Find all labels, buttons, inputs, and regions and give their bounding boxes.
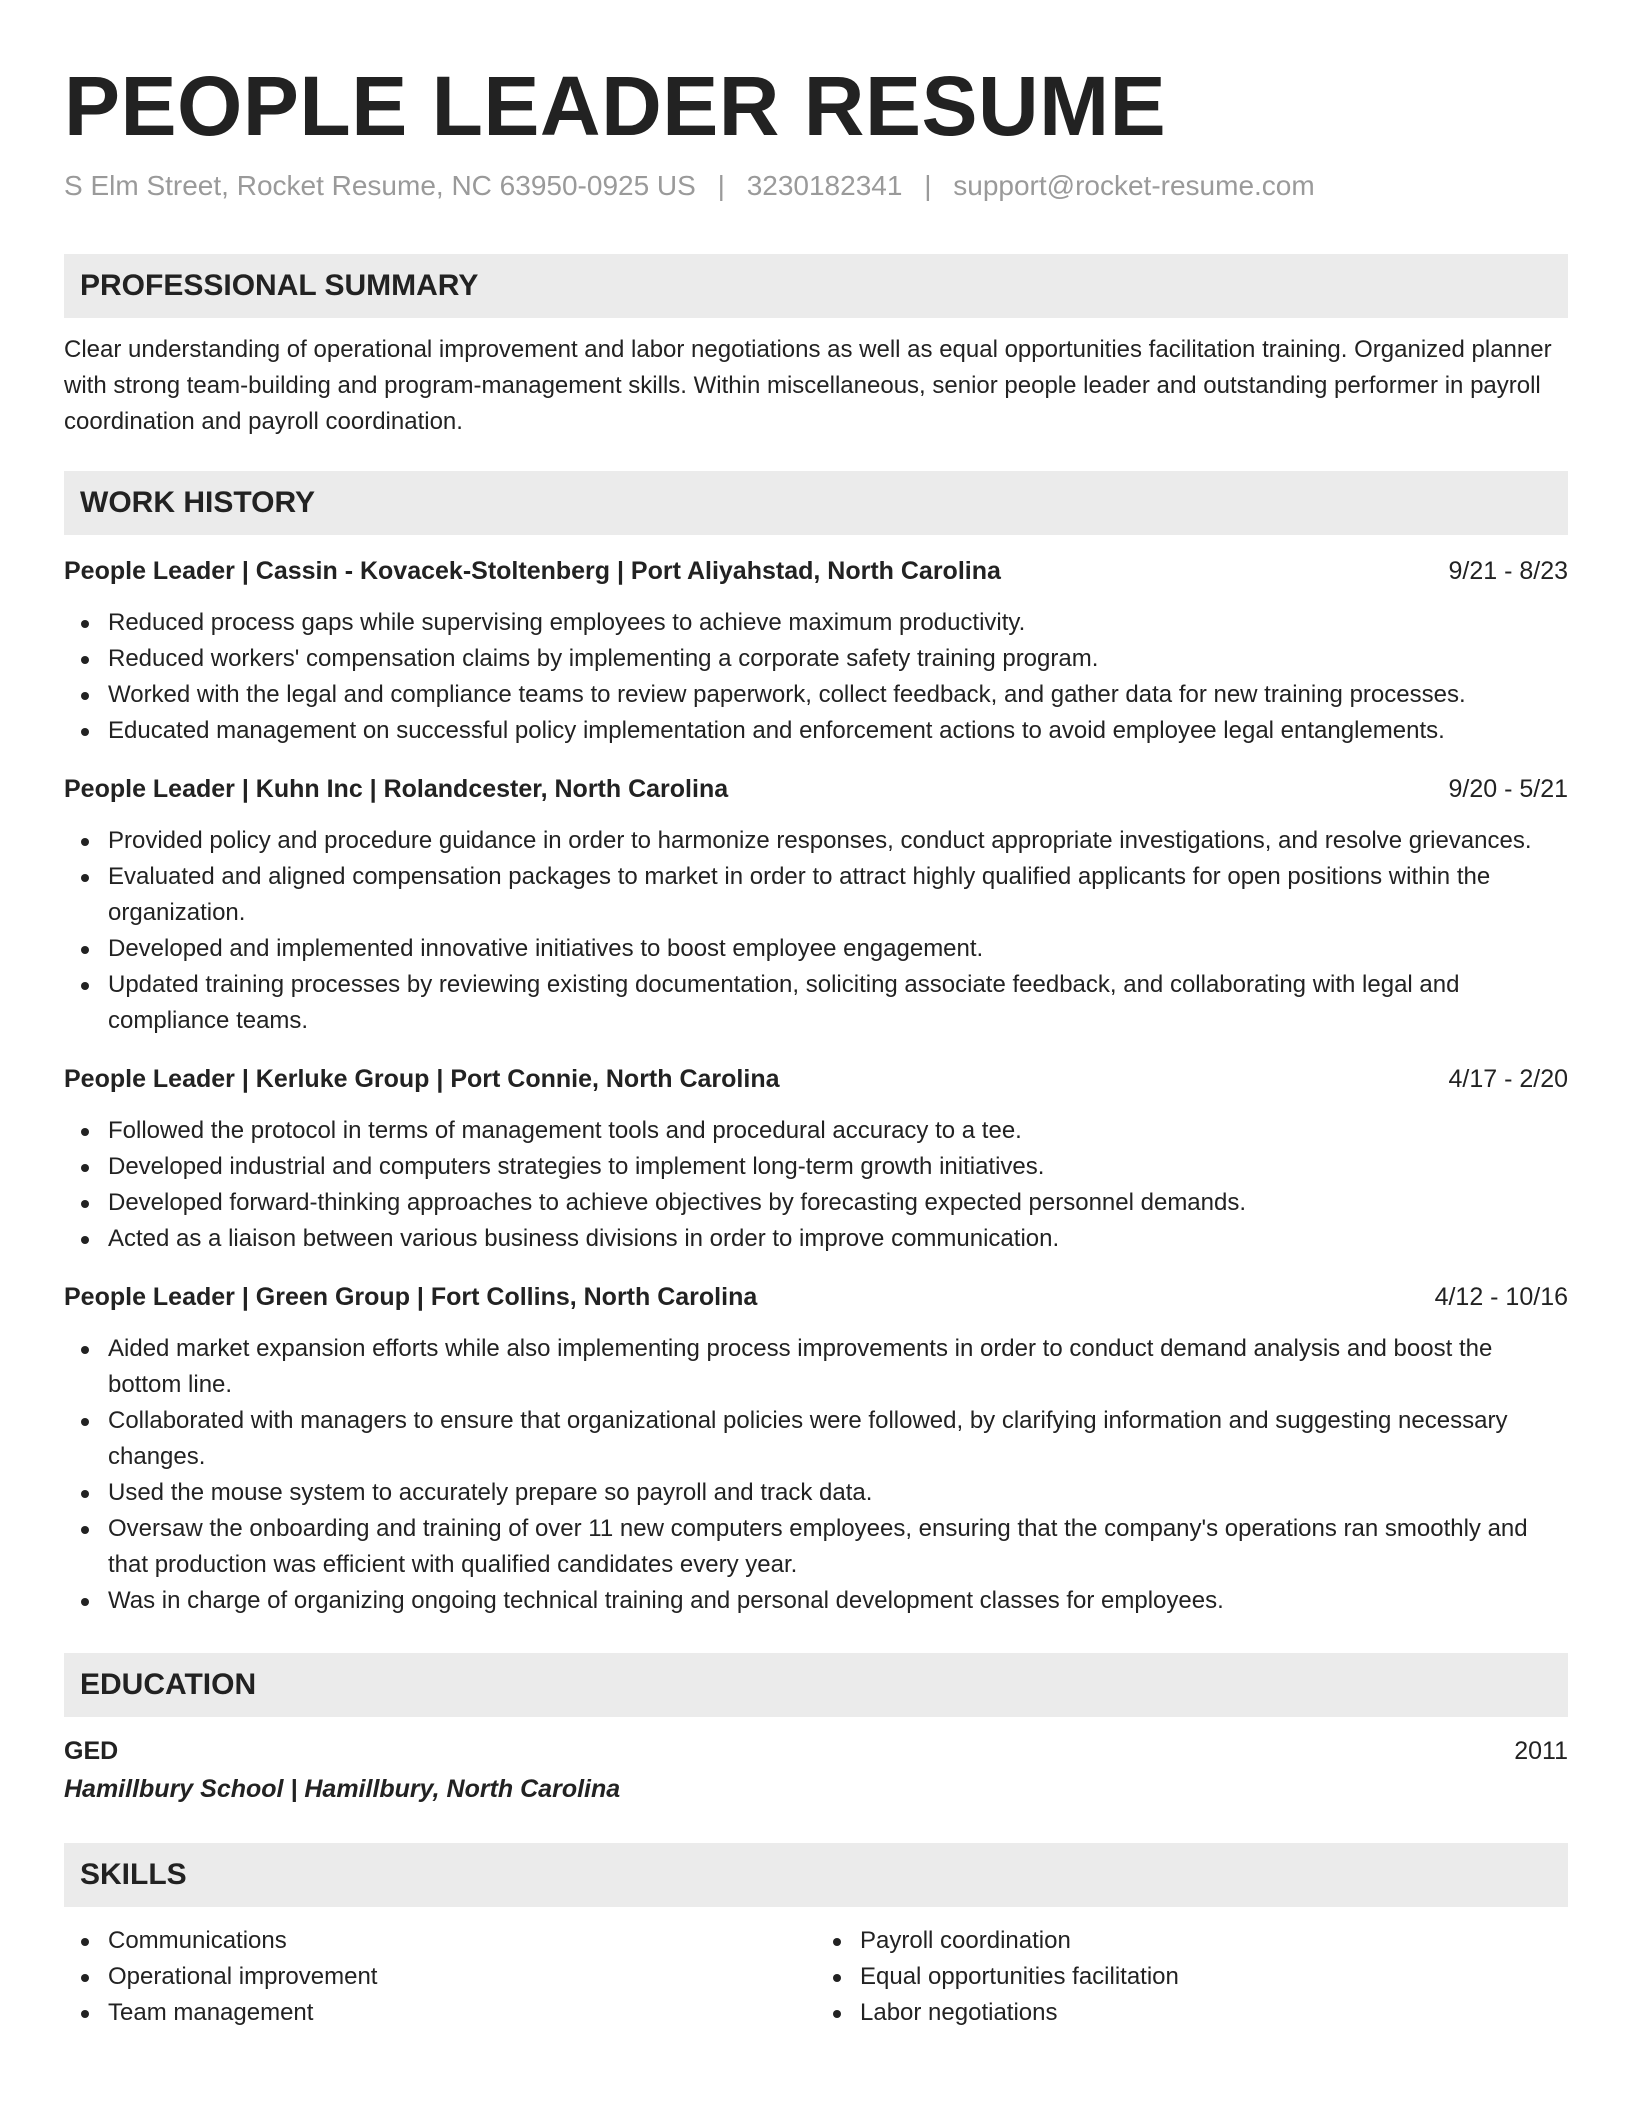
job-bullet: Was in charge of organizing ongoing technical training and personal development classes for employees. bbox=[108, 1583, 1568, 1619]
contact-phone: 3230182341 bbox=[746, 170, 903, 201]
job-header bbox=[64, 1061, 1568, 1097]
education-row bbox=[64, 1733, 1568, 1769]
job-dates: 4/17 - 2/20 bbox=[1448, 1065, 1568, 1093]
education-year: 2011 bbox=[1514, 1737, 1568, 1765]
skills-grid bbox=[64, 1923, 1568, 2031]
job-bullet: Followed the protocol in terms of management tools and procedural accuracy to a tee. bbox=[108, 1113, 1568, 1149]
job-bullet: Collaborated with managers to ensure that organizational policies were followed, by clarifying information and suggesting necessary changes. bbox=[108, 1403, 1568, 1475]
skills-right-column bbox=[816, 1923, 1568, 2031]
education-entry bbox=[64, 1733, 1568, 1807]
skill-item: Team management bbox=[108, 1995, 816, 2031]
job-entry bbox=[64, 1061, 1568, 1257]
job-dates: 9/21 - 8/23 bbox=[1448, 557, 1568, 585]
skills-heading: SKILLS bbox=[64, 1843, 1568, 1907]
job-bullet: Developed industrial and computers strategies to implement long-term growth initiatives. bbox=[108, 1149, 1568, 1185]
contact-line bbox=[64, 168, 1568, 204]
contact-separator: | bbox=[924, 170, 932, 201]
education-degree: GED bbox=[64, 1737, 119, 1765]
summary-section bbox=[64, 254, 1568, 440]
skill-item: Communications bbox=[108, 1923, 816, 1959]
job-title: People Leader | Kuhn Inc | Rolandcester, North Carolina bbox=[64, 775, 729, 803]
skills-left-column bbox=[64, 1923, 816, 2031]
job-entry bbox=[64, 553, 1568, 749]
job-bullet: Aided market expansion efforts while also implementing process improvements in order to conduct demand analysis and boost the bottom line. bbox=[108, 1331, 1568, 1403]
skills-section bbox=[64, 1843, 1568, 2031]
job-dates: 4/12 - 10/16 bbox=[1434, 1283, 1568, 1311]
job-bullet: Evaluated and aligned compensation packages to market in order to attract highly qualified applicants for open positions within the organization. bbox=[108, 859, 1568, 931]
job-header bbox=[64, 553, 1568, 589]
summary-heading: PROFESSIONAL SUMMARY bbox=[64, 254, 1568, 318]
job-title: People Leader | Green Group | Fort Collins, North Carolina bbox=[64, 1283, 758, 1311]
contact-separator: | bbox=[717, 170, 725, 201]
job-bullet: Reduced process gaps while supervising employees to achieve maximum productivity. bbox=[108, 605, 1568, 641]
job-entry bbox=[64, 1279, 1568, 1619]
job-bullet: Acted as a liaison between various business divisions in order to improve communication. bbox=[108, 1221, 1568, 1257]
work-history-section bbox=[64, 471, 1568, 1619]
job-bullet: Developed forward-thinking approaches to achieve objectives by forecasting expected personnel demands. bbox=[108, 1185, 1568, 1221]
contact-email: support@rocket-resume.com bbox=[953, 170, 1315, 201]
skill-item: Equal opportunities facilitation bbox=[860, 1959, 1568, 1995]
job-bullet: Used the mouse system to accurately prepare so payroll and track data. bbox=[108, 1475, 1568, 1511]
job-bullet: Developed and implemented innovative initiatives to boost employee engagement. bbox=[108, 931, 1568, 967]
job-header bbox=[64, 771, 1568, 807]
job-dates: 9/20 - 5/21 bbox=[1448, 775, 1568, 803]
job-bullet: Oversaw the onboarding and training of over 11 new computers employees, ensuring that the company's operations ran smoothly and that production was efficient with qualified candidates every year. bbox=[108, 1511, 1568, 1583]
contact-address: S Elm Street, Rocket Resume, NC 63950-0925 US bbox=[64, 170, 696, 201]
education-section bbox=[64, 1653, 1568, 1807]
job-entry bbox=[64, 771, 1568, 1039]
job-bullets bbox=[64, 1113, 1568, 1257]
job-title: People Leader | Kerluke Group | Port Connie, North Carolina bbox=[64, 1065, 780, 1093]
resume-title: PEOPLE LEADER RESUME bbox=[64, 59, 1167, 153]
job-bullets bbox=[64, 1331, 1568, 1619]
job-bullet: Provided policy and procedure guidance in order to harmonize responses, conduct appropriate investigations, and resolve grievances. bbox=[108, 823, 1568, 859]
job-bullets bbox=[64, 605, 1568, 749]
skill-item: Labor negotiations bbox=[860, 1995, 1568, 2031]
job-title: People Leader | Cassin - Kovacek-Stoltenberg | Port Aliyahstad, North Carolina bbox=[64, 557, 1001, 585]
summary-text: Clear understanding of operational improvement and labor negotiations as well as equal opportunities facilitation training. Organized planner with strong team-building and program-management skills. Within miscellaneous, senior people leader and outstanding performer in payroll coordination and payroll coordination. bbox=[64, 336, 1552, 435]
work-history-heading: WORK HISTORY bbox=[64, 471, 1568, 535]
job-bullet: Updated training processes by reviewing existing documentation, soliciting associate feedback, and collaborating with legal and compliance teams. bbox=[108, 967, 1568, 1039]
education-heading: EDUCATION bbox=[64, 1653, 1568, 1717]
job-bullet: Worked with the legal and compliance teams to review paperwork, collect feedback, and gather data for new training processes. bbox=[108, 677, 1568, 713]
skill-item: Payroll coordination bbox=[860, 1923, 1568, 1959]
job-bullets bbox=[64, 823, 1568, 1039]
job-bullet: Reduced workers' compensation claims by implementing a corporate safety training program. bbox=[108, 641, 1568, 677]
job-bullet: Educated management on successful policy implementation and enforcement actions to avoid employee legal entanglements. bbox=[108, 713, 1568, 749]
job-header bbox=[64, 1279, 1568, 1315]
education-school: Hamillbury School | Hamillbury, North Carolina bbox=[64, 1775, 621, 1803]
resume-header bbox=[64, 58, 1568, 204]
skill-item: Operational improvement bbox=[108, 1959, 816, 1995]
